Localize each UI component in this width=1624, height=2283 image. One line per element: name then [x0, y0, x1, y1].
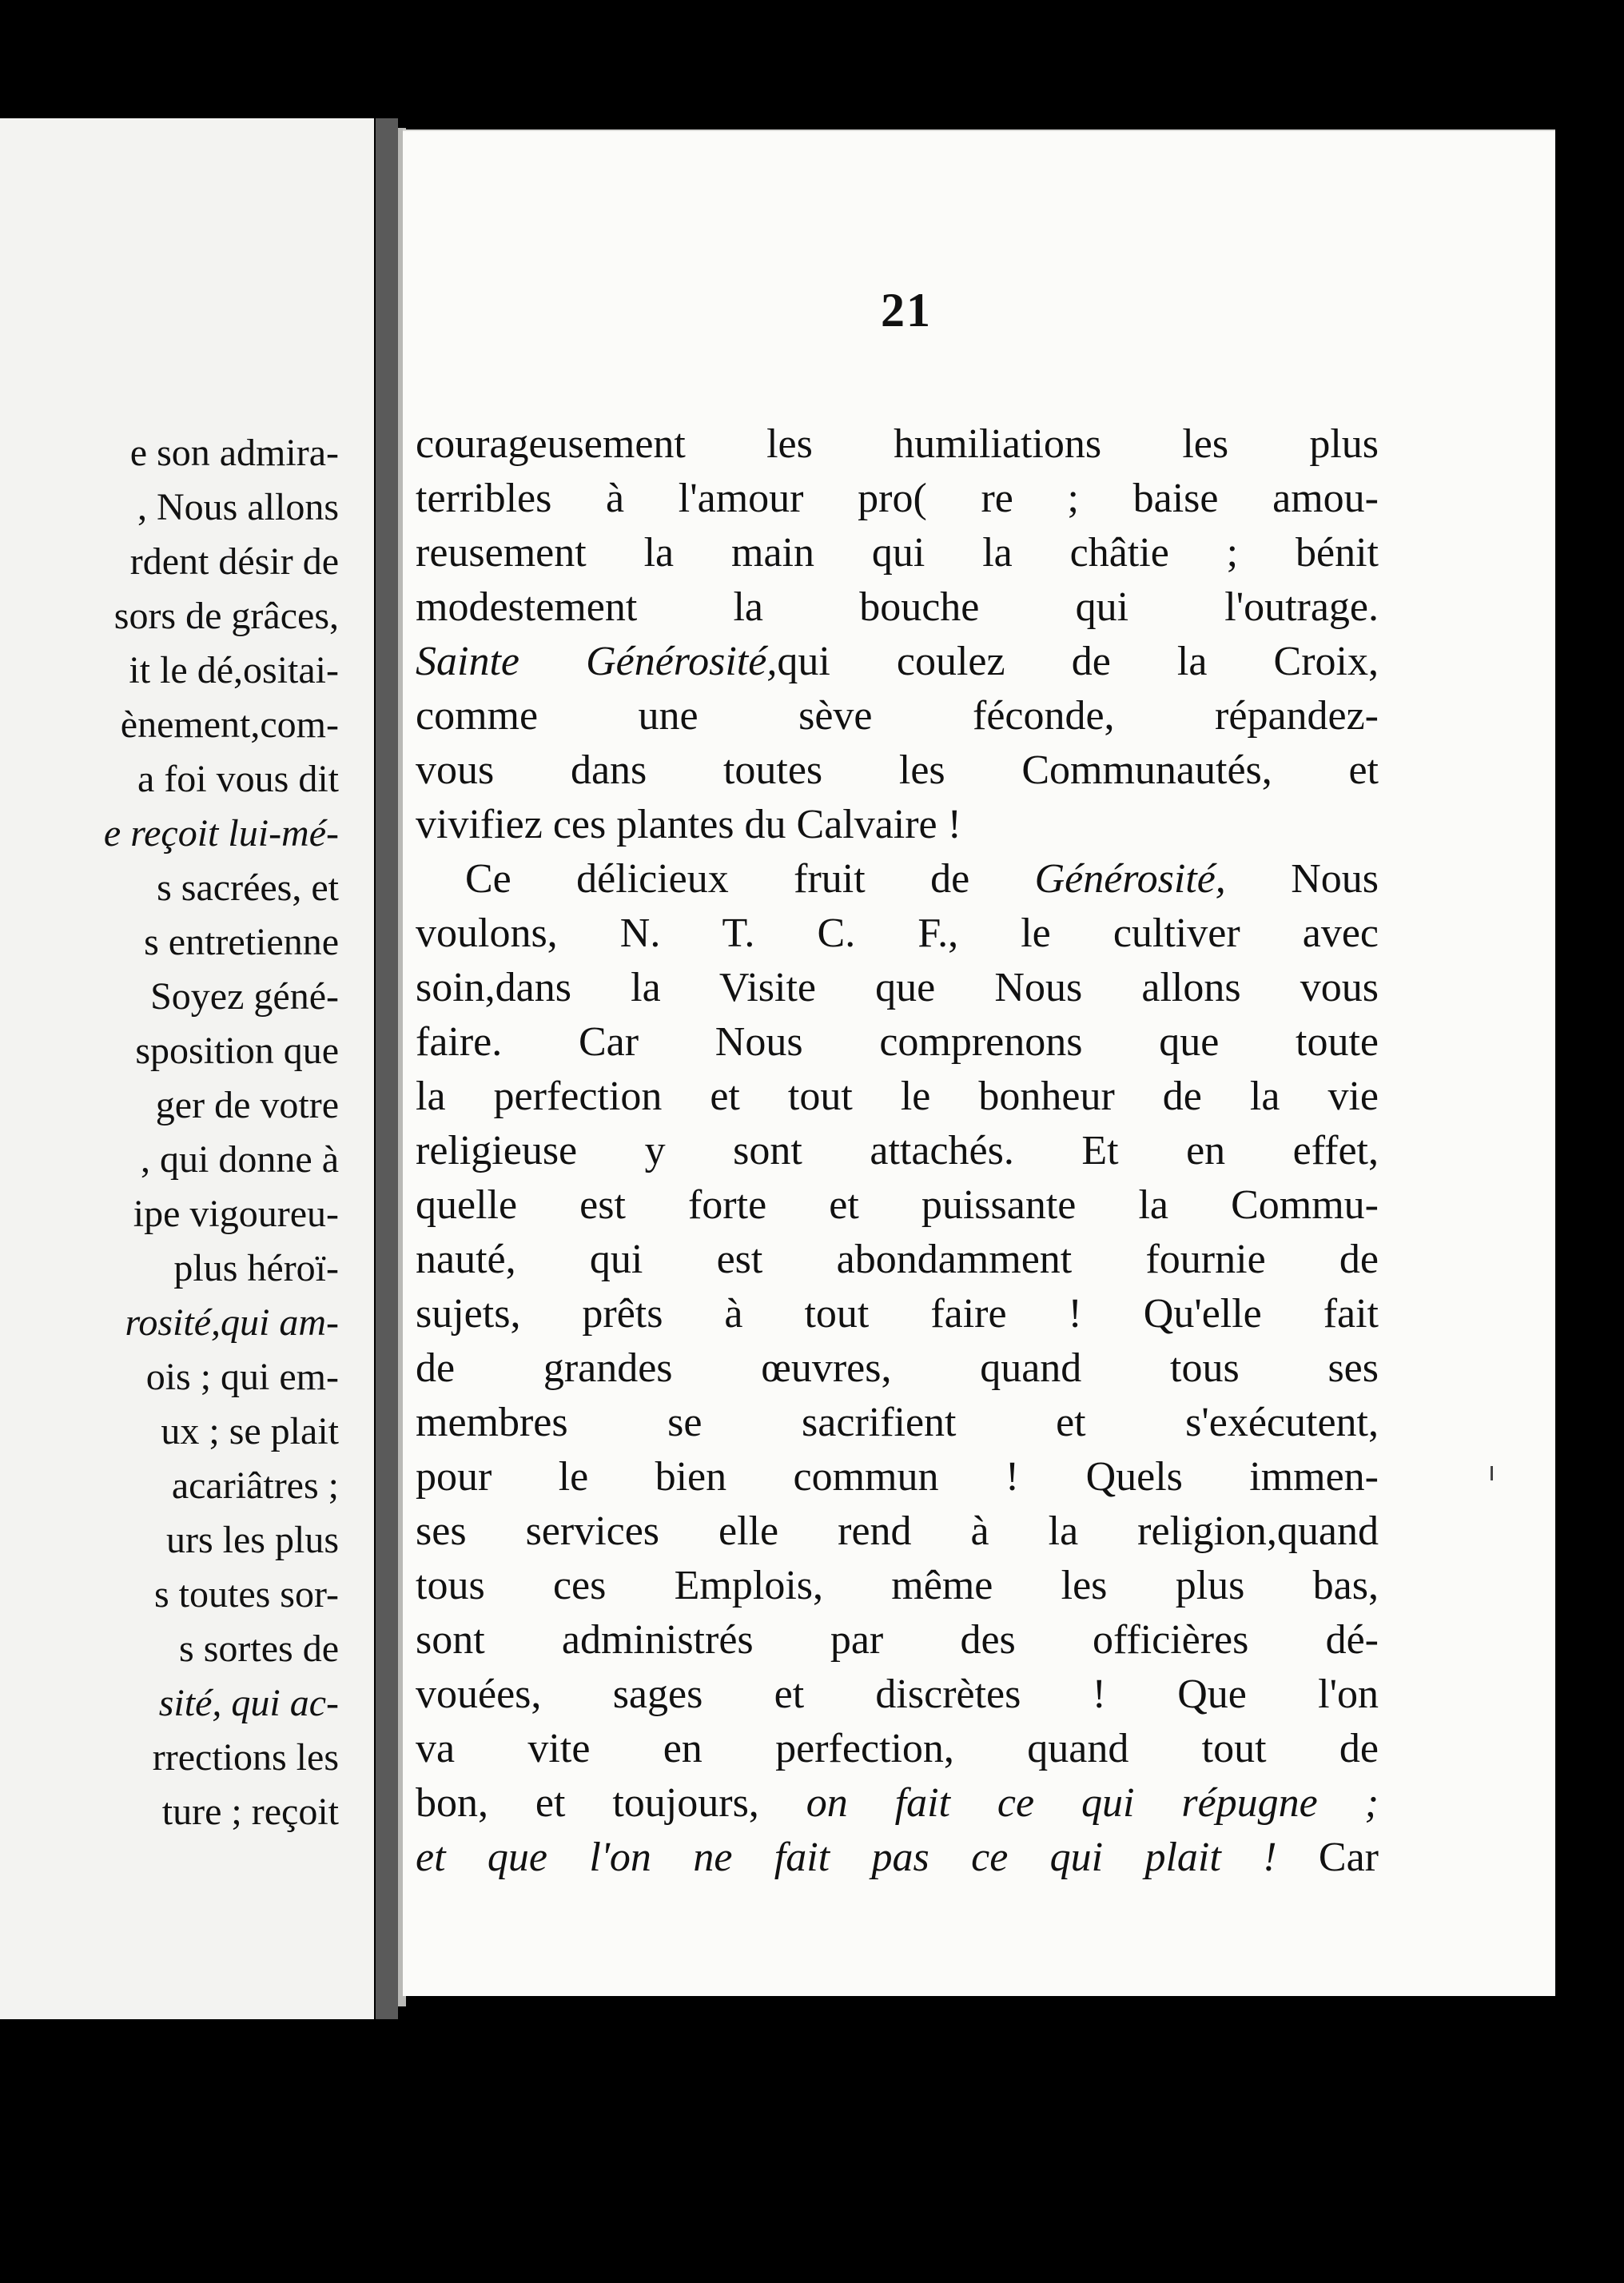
left-text-line: ger de votre — [155, 1084, 339, 1126]
text-segment: quelle est forte et puissante la Commu- — [416, 1182, 1379, 1228]
text-segment: ses services elle rend à la religion,quand — [416, 1508, 1379, 1554]
left-text-line: s toutes sor- — [153, 1573, 339, 1616]
left-text-line: a foi vous dit — [137, 758, 339, 800]
text-segment: Ce délicieux fruit de — [465, 856, 1035, 902]
text-segment: modestement la bouche qui l'outrage. — [416, 584, 1379, 630]
right-text-line — [416, 1070, 1379, 1124]
right-text-line — [416, 1559, 1379, 1613]
page-gutter — [376, 118, 398, 2019]
italic-text: on fait ce qui répugne ; — [806, 1780, 1379, 1826]
left-text-line: ènement,com- — [120, 703, 339, 746]
text-segment: de grandes œuvres, quand tous ses — [416, 1345, 1379, 1391]
right-text-line — [416, 1722, 1379, 1776]
right-text-line — [416, 526, 1379, 580]
right-text-line — [416, 1613, 1379, 1667]
text-segment: sujets, prêts à tout faire ! Qu'elle fait — [416, 1291, 1379, 1337]
right-text-line — [416, 417, 1379, 472]
text-segment: sont administrés par des officières dé- — [416, 1617, 1379, 1663]
left-text-line: , Nous allons — [137, 486, 339, 528]
left-text-line: rdent désir de — [129, 540, 339, 583]
text-segment: va vite en perfection, quand tout de — [416, 1726, 1379, 1771]
right-text-line — [416, 743, 1379, 798]
text-segment: pour le bien commun ! Quels immen- — [416, 1454, 1379, 1500]
left-text-line: s sacrées, et — [157, 867, 339, 909]
text-segment: nauté, qui est abondamment fournie de — [416, 1237, 1379, 1282]
italic-text: et que l'on ne fait pas ce qui plait ! — [416, 1835, 1277, 1880]
right-text-line — [416, 1287, 1379, 1341]
text-segment: soin,dans la Visite que Nous allons vous — [416, 965, 1379, 1010]
left-text-line: , qui donne à — [141, 1138, 339, 1181]
right-page-text — [416, 417, 1379, 1885]
right-text-line — [416, 1667, 1379, 1722]
text-segment: vous dans toutes les Communautés, et — [416, 747, 1379, 793]
text-segment: membres se sacrifient et s'exécutent, — [416, 1400, 1379, 1445]
left-text-line: s entretienne — [144, 921, 339, 963]
left-text-line: rosité,qui am- — [125, 1301, 339, 1344]
italic-text: Générosité, — [1034, 856, 1226, 902]
right-text-line — [416, 1015, 1379, 1070]
right-text-line — [416, 1178, 1379, 1233]
italic-text: Sainte Générosité, — [416, 639, 778, 684]
left-text-line: rrections les — [152, 1736, 339, 1779]
right-page — [403, 129, 1555, 1996]
left-text-line: it le dé,ositai- — [129, 649, 339, 691]
right-text-line — [416, 1233, 1379, 1287]
left-text-line: ture ; reçoit — [161, 1791, 339, 1833]
text-segment: Car — [1276, 1835, 1379, 1880]
right-text-line — [416, 1504, 1379, 1559]
right-text-line — [416, 1450, 1379, 1504]
text-segment: la perfection et tout le bonheur de la vie — [416, 1074, 1379, 1119]
left-text-line: ux ; se plait — [161, 1410, 339, 1452]
left-page — [0, 118, 374, 2019]
right-text-line — [416, 1124, 1379, 1178]
right-text-line — [416, 580, 1379, 635]
left-text-line: sors de grâces, — [113, 595, 339, 637]
right-text-line — [416, 689, 1379, 743]
text-segment: terribles à l'amour pro( re ; baise amou- — [416, 476, 1379, 521]
text-segment: faire. Car Nous comprenons que toute — [416, 1019, 1379, 1065]
text-segment: voulons, N. T. C. F., le cultiver avec — [416, 910, 1379, 956]
left-text-line: s sortes de — [179, 1628, 339, 1670]
right-text-line — [416, 852, 1379, 906]
right-text-line — [416, 1831, 1379, 1885]
right-text-line — [416, 961, 1379, 1015]
text-segment: bon, et toujours, — [416, 1780, 806, 1826]
left-text-line: e son admira- — [129, 432, 339, 474]
text-segment: religieuse y sont attachés. Et en effet, — [416, 1128, 1379, 1173]
right-text-line — [416, 635, 1379, 689]
text-segment: reusement la main qui la châtie ; bénit — [416, 530, 1379, 576]
left-text-line: urs les plus — [166, 1519, 339, 1561]
right-text-line — [416, 1776, 1379, 1831]
left-text-line: sité, qui ac- — [158, 1682, 339, 1724]
text-segment: tous ces Emplois, même les plus bas, — [416, 1563, 1379, 1608]
right-text-line — [416, 798, 1379, 852]
left-text-line: acariâtres ; — [171, 1464, 339, 1507]
left-text-line: Soyez géné- — [150, 975, 339, 1018]
text-segment: qui coulez de la Croix, — [777, 639, 1379, 684]
right-text-line — [416, 1341, 1379, 1396]
ink-speck — [1491, 1466, 1493, 1480]
text-segment: vivifiez ces plantes du Calvaire ! — [416, 802, 961, 847]
text-segment: vouées, sages et discrètes ! Que l'on — [416, 1671, 1379, 1717]
left-page-text — [0, 426, 339, 1839]
left-text-line: ipe vigoureu- — [133, 1193, 339, 1235]
left-text-line: plus héroï- — [173, 1247, 339, 1289]
text-segment: courageusement les humiliations les plus — [416, 421, 1379, 467]
left-text-line: e reçoit lui-mé- — [103, 812, 339, 855]
text-segment: Nous — [1225, 856, 1379, 902]
page-number: 21 — [881, 284, 932, 337]
left-text-line: sposition que — [135, 1030, 339, 1072]
right-text-line — [416, 1396, 1379, 1450]
text-segment: comme une sève féconde, répandez- — [416, 693, 1379, 739]
right-text-line — [416, 906, 1379, 961]
right-text-line — [416, 472, 1379, 526]
left-text-line: ois ; qui em- — [145, 1356, 339, 1398]
